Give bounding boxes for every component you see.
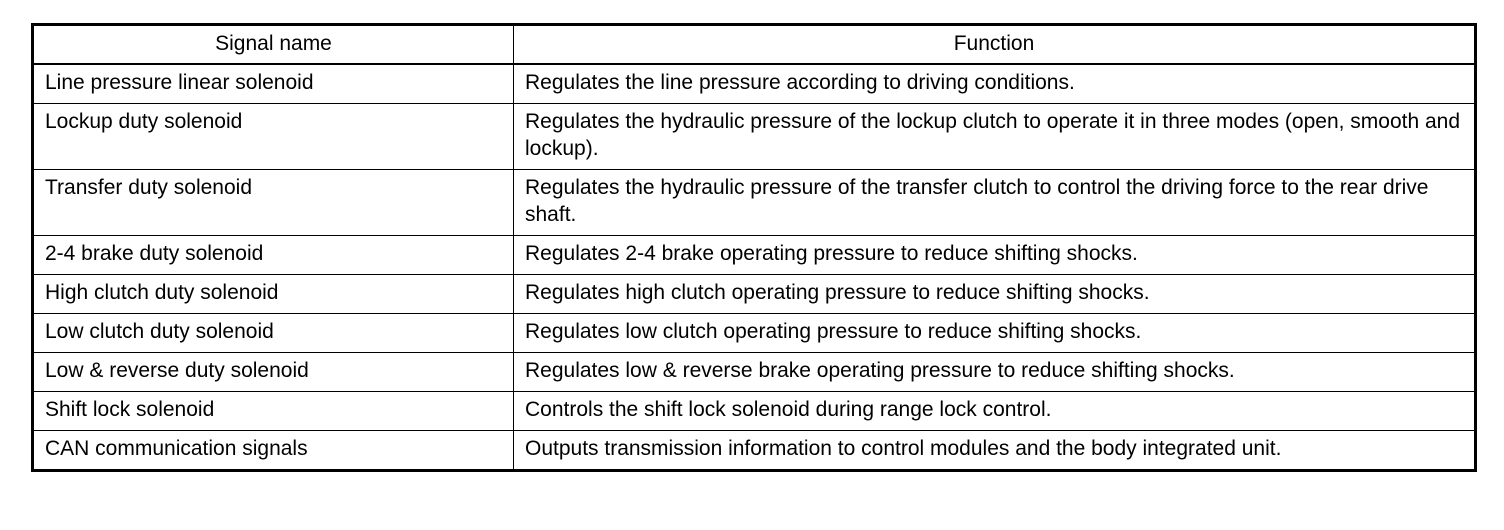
header-row xyxy=(33,25,1476,65)
signal-name-cell: High clutch duty solenoid xyxy=(33,275,514,314)
signal-name-cell: 2-4 brake duty solenoid xyxy=(33,236,514,275)
function-cell: Controls the shift lock solenoid during range lock control. xyxy=(514,392,1476,431)
header-signal-name: Signal name xyxy=(33,25,514,65)
table-row xyxy=(33,64,1476,104)
function-cell: Regulates low clutch operating pressure to reduce shifting shocks. xyxy=(514,314,1476,353)
signal-name-cell: Shift lock solenoid xyxy=(33,392,514,431)
function-cell: Regulates low & reverse brake operating pressure to reduce shifting shocks. xyxy=(514,353,1476,392)
signal-name-cell: Low clutch duty solenoid xyxy=(33,314,514,353)
function-cell: Regulates high clutch operating pressure to reduce shifting shocks. xyxy=(514,275,1476,314)
signal-name-cell: Transfer duty solenoid xyxy=(33,170,514,236)
signal-name-cell: Line pressure linear solenoid xyxy=(33,64,514,104)
table-body xyxy=(33,64,1476,471)
table-row xyxy=(33,392,1476,431)
header-function: Function xyxy=(514,25,1476,65)
function-cell: Regulates 2-4 brake operating pressure to reduce shifting shocks. xyxy=(514,236,1476,275)
table-row xyxy=(33,275,1476,314)
function-cell: Outputs transmission information to control modules and the body integrated unit. xyxy=(514,431,1476,471)
signal-function-table-container xyxy=(31,23,1474,472)
signal-name-cell: Low & reverse duty solenoid xyxy=(33,353,514,392)
table-row xyxy=(33,353,1476,392)
signal-function-table xyxy=(31,23,1477,472)
table-row xyxy=(33,104,1476,170)
function-cell: Regulates the hydraulic pressure of the lockup clutch to operate it in three modes (open, smooth and lockup). xyxy=(514,104,1476,170)
table-row xyxy=(33,236,1476,275)
table-row xyxy=(33,431,1476,471)
table-row xyxy=(33,170,1476,236)
signal-name-cell: CAN communication signals xyxy=(33,431,514,471)
table-row xyxy=(33,314,1476,353)
table-header xyxy=(33,25,1476,65)
signal-name-cell: Lockup duty solenoid xyxy=(33,104,514,170)
function-cell: Regulates the line pressure according to driving conditions. xyxy=(514,64,1476,104)
function-cell: Regulates the hydraulic pressure of the transfer clutch to control the driving force to the rear drive shaft. xyxy=(514,170,1476,236)
